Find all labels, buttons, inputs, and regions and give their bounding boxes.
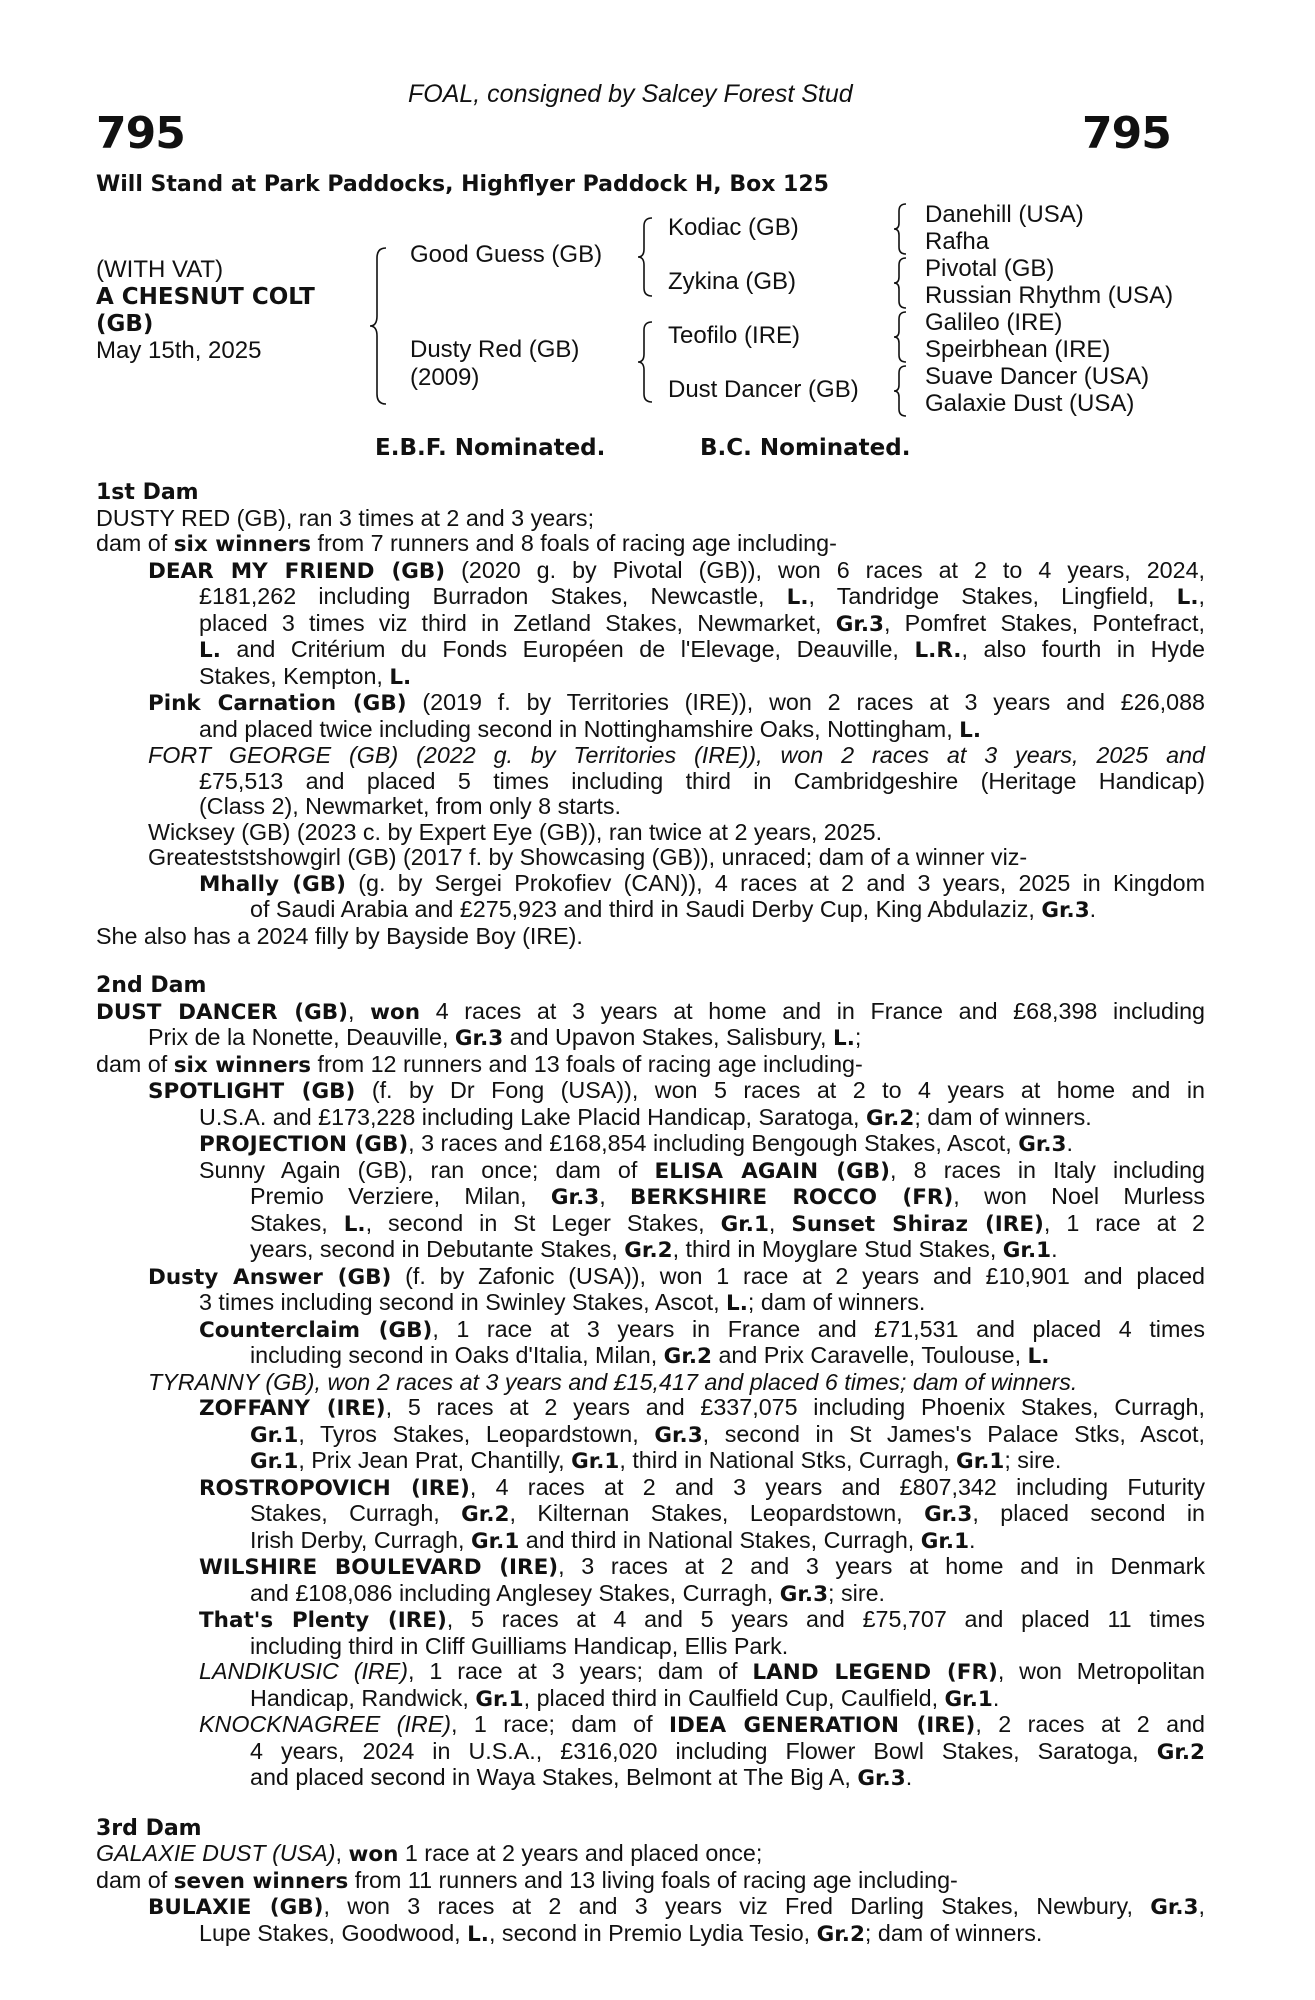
bold-text: IDEA GENERATION (IRE): [668, 1713, 976, 1738]
text-run: , 1 race at 2: [1043, 1209, 1206, 1236]
pedigree-sss: Danehill (USA): [925, 201, 1084, 228]
text-run: , 8 races in Italy including: [890, 1156, 1206, 1183]
bold-text: L.: [199, 638, 221, 663]
dam2-entry-line: [96, 1501, 1205, 1528]
text-run: , 1 race at 3 years; dam of: [408, 1658, 753, 1684]
text-run: years, second in Debutante Stakes,: [250, 1236, 625, 1262]
bold-text: Gr.3: [1018, 1132, 1067, 1157]
dam2-line: [96, 999, 1205, 1026]
pedigree-ssd: Rafha: [925, 228, 990, 255]
text-run: and Critérium du Fonds Européen de l'Elevage, Deauville,: [220, 636, 915, 662]
bold-text: Mhally (GB): [199, 871, 346, 897]
text-run: , placed third in Caulfield Cup, Caulfield,: [523, 1684, 945, 1711]
text-run: ; sire.: [1004, 1447, 1062, 1473]
bold-text: Gr.1: [475, 1686, 524, 1712]
text-run: (f. by Dr Fong (USA)), won 5 races at 2 to 4 years at home and in: [355, 1077, 1205, 1103]
bold-text: ROSTROPOVICH (IRE): [199, 1475, 470, 1501]
bold-text: Sunset Shiraz (IRE): [791, 1211, 1044, 1237]
bold-text: DUST DANCER (GB): [96, 999, 348, 1025]
bold-text: L.: [726, 1291, 748, 1316]
dam2-line: [96, 1025, 1205, 1052]
pedigree-brace-ss: [892, 202, 910, 256]
bold-text: ELISA AGAIN (GB): [654, 1158, 890, 1184]
bold-text: ZOFFANY (IRE): [199, 1396, 386, 1421]
dam2-entry-knocknagree: [96, 1712, 1205, 1739]
dam2-entry-tyranny: TYRANNY (GB), won 2 races at 3 years and £15,417 and placed 6 times; dam of winners.: [148, 1368, 1078, 1395]
text-run: (2020 g. by Pivotal (GB)), won 6 races at 2 to 4 years, 2024,: [445, 556, 1205, 583]
bold-text: Gr.1: [920, 1528, 970, 1554]
text-run: , 1 race at 3 years in France and £71,531 and placed 4 times: [432, 1315, 1205, 1342]
text-run: ;: [854, 1024, 862, 1050]
bold-text: LAND LEGEND (FR): [752, 1660, 998, 1685]
dam2-entry-dusty-answer: [96, 1264, 1205, 1291]
lot-number-right: 795: [1082, 108, 1171, 159]
text-run: from 7 runners and 8 foals of racing age including-: [311, 530, 837, 556]
bold-text: BERKSHIRE ROCCO (FR): [630, 1185, 954, 1210]
text-run: Prix de la Nonette, Deauville,: [148, 1024, 455, 1050]
bold-text: Gr.1: [956, 1449, 1005, 1474]
text-run: , Tandridge Stakes, Lingfield,: [808, 583, 1177, 609]
bold-text: L.R.: [914, 638, 962, 663]
bold-text: L.: [467, 1921, 489, 1947]
dam2-entry-line: [96, 1105, 1205, 1132]
dam2-entry-spotlight: [96, 1078, 1205, 1105]
bold-text: L.: [389, 664, 412, 690]
text-run: Irish Derby, Curragh,: [250, 1526, 471, 1553]
text-run: of Saudi Arabia and £275,923 and third in Saudi Derby Cup, King Abdulaziz,: [250, 896, 1042, 922]
dam2-entry-line: [96, 1422, 1205, 1449]
text-run: dam of: [96, 530, 174, 556]
pedigree-sire: Good Guess (GB): [410, 241, 603, 268]
dam1-entry-line: £75,513 and placed 5 times including third in Cambridgeshire (Heritage Handicap): [199, 767, 1205, 794]
text-run: dam of: [96, 1866, 174, 1893]
text-run: , 2 races at 2 and: [975, 1711, 1205, 1737]
dam3-entry-bulaxie: [96, 1894, 1205, 1921]
bold-text: L.: [833, 1026, 855, 1051]
dam2-entry-line: [96, 1765, 1205, 1792]
bold-text: won: [348, 1842, 399, 1867]
ebf-nomination: E.B.F. Nominated.: [375, 435, 606, 461]
bold-text: L.: [959, 717, 982, 743]
text-run: Sunny Again (GB), ran once; dam of: [199, 1156, 655, 1183]
text-run: (2019 f. by Territories (IRE)), won 2 races at 3 years and £26,088: [406, 689, 1205, 715]
bold-text: Gr.1: [250, 1449, 299, 1474]
pedigree-dam-dam: Dust Dancer (GB): [668, 376, 859, 403]
text-run: and Prix Caravelle, Toulouse,: [711, 1342, 1028, 1368]
dam1-entry-mhally: [96, 871, 1205, 898]
text-run: LANDIKUSIC (IRE): [199, 1658, 409, 1684]
dam2-entry-landikusic: [96, 1659, 1205, 1686]
text-run: 4 years, 2024 in U.S.A., £316,020 including Flower Bowl Stakes, Saratoga,: [250, 1737, 1157, 1764]
dam2-entry-thats-plenty: [96, 1607, 1205, 1634]
bold-text: Gr.1: [720, 1211, 769, 1237]
pedigree-brace-dam: [636, 320, 656, 404]
pedigree-dam-year: (2009): [410, 364, 480, 391]
catalogue-body: [96, 480, 1205, 1947]
bold-text: SPOTLIGHT (GB): [148, 1079, 356, 1104]
text-run: ; sire.: [828, 1579, 886, 1606]
text-run: ; dam of winners.: [914, 1103, 1092, 1130]
consignment-line: FOAL, consigned by Salcey Forest Stud: [408, 80, 853, 108]
bold-text: Dusty Answer (GB): [148, 1264, 392, 1290]
dam1-entry-line: [96, 637, 1205, 664]
text-run: , 5 races at 4 and 5 years and £75,707 and placed 11 times: [446, 1606, 1205, 1632]
pedigree-ddd: Galaxie Dust (USA): [925, 390, 1135, 417]
dam2-entry-line: [96, 1739, 1205, 1766]
text-run: GALAXIE DUST (USA): [96, 1840, 336, 1866]
text-run: ,: [599, 1183, 631, 1209]
text-run: .: [1066, 1130, 1073, 1156]
dam2-entry-line: [96, 1290, 1205, 1317]
text-run: , 1 race; dam of: [451, 1711, 669, 1737]
dam1-produce-summary: [96, 531, 1205, 558]
text-run: ,: [347, 997, 371, 1024]
text-run: , third in Moyglare Stud Stakes,: [672, 1236, 1003, 1262]
dam2-entry-line: [96, 1211, 1205, 1238]
dam2-entry-line: [96, 1581, 1205, 1608]
text-run: .: [992, 1684, 1000, 1711]
bold-text: seven winners: [173, 1868, 349, 1894]
dam1-entry-wicksey: Wicksey (GB) (2023 c. by Expert Eye (GB)), ran twice at 2 years, 2025.: [148, 818, 883, 845]
dam1-entry-pink-carnation: [96, 690, 1205, 717]
horse-origin: (GB): [96, 311, 154, 337]
bold-text: BULAXIE (GB): [148, 1895, 324, 1920]
dam2-entry-line: [96, 1528, 1205, 1555]
dam1-entry-line: [96, 664, 1205, 691]
dam1-entry-line: [96, 611, 1205, 638]
pedigree-sire-sire: Kodiac (GB): [668, 214, 799, 241]
bold-text: That's Plenty (IRE): [199, 1608, 447, 1633]
dam1-entry-dear-my-friend: [96, 558, 1205, 585]
bold-text: Gr.2: [866, 1105, 915, 1131]
bold-text: Gr.2: [461, 1502, 510, 1527]
text-run: , also fourth in Hyde: [961, 636, 1205, 662]
pedigree-brace-dd: [892, 364, 910, 418]
first-dam-heading: 1st Dam: [96, 480, 199, 505]
text-run: , won Metropolitan: [997, 1658, 1205, 1684]
bold-text: L.: [1027, 1344, 1050, 1369]
dam3-line: [96, 1841, 1205, 1868]
dam1-entry-line: (Class 2), Newmarket, from only 8 starts.: [199, 793, 622, 819]
text-run: 4 races at 3 years at home and in France and £68,398 including: [420, 997, 1205, 1024]
text-run: £181,262 including Burradon Stakes, Newcastle,: [199, 583, 787, 609]
lot-number-left: 795: [96, 108, 185, 159]
text-run: , 5 races at 2 years and £337,075 including Phoenix Stakes, Curragh,: [385, 1394, 1205, 1420]
bold-text: L.: [343, 1211, 366, 1237]
dam2-entry-zoffany: [96, 1395, 1205, 1422]
text-run: including second in Oaks d'Italia, Milan,: [250, 1342, 664, 1368]
text-run: , 3 races and £168,854 including Bengough Stakes, Ascot,: [408, 1130, 1019, 1156]
horse-dob: May 15th, 2025: [96, 337, 262, 364]
bold-text: Gr.2: [663, 1344, 712, 1369]
text-run: U.S.A. and £173,228 including Lake Placid Handicap, Saratoga,: [199, 1103, 866, 1130]
text-run: , placed second in: [972, 1500, 1205, 1526]
bold-text: Gr.3: [779, 1581, 829, 1607]
text-run: and placed twice including second in Nottinghamshire Oaks, Nottingham,: [199, 715, 960, 742]
dam1-entry-line: [96, 584, 1205, 611]
bold-text: Gr.3: [654, 1422, 703, 1448]
bold-text: Gr.3: [857, 1766, 906, 1791]
third-dam-heading: 3rd Dam: [96, 1815, 202, 1841]
text-run: placed 3 times viz third in Zetland Stakes, Newmarket,: [199, 609, 836, 636]
horse-name: A CHESNUT COLT: [96, 284, 315, 310]
text-run: , third in National Stks, Curragh,: [619, 1447, 957, 1473]
text-run: from 11 runners and 13 living foals of racing age including-: [348, 1866, 958, 1893]
dam2-entry-line: [96, 1237, 1205, 1264]
bc-nomination: B.C. Nominated.: [700, 435, 911, 461]
dam2-entry-wilshire-boulevard: [96, 1554, 1205, 1581]
bold-text: Gr.2: [816, 1921, 865, 1947]
bold-text: L.: [1176, 585, 1199, 610]
text-run: dam of: [96, 1050, 174, 1077]
bold-text: Pink Carnation (GB): [148, 691, 407, 716]
dam1-note: She also has a 2024 filly by Bayside Boy (IRE).: [96, 922, 583, 949]
bold-text: six winners: [173, 1052, 312, 1078]
dam1-entry-greateststshowgirl: Greateststshowgirl (GB) (2017 f. by Showcasing (GB)), unraced; dam of a winner viz-: [148, 844, 1028, 870]
text-run: , Prix Jean Prat, Chantilly,: [298, 1447, 572, 1473]
bold-text: Gr.1: [1002, 1238, 1052, 1263]
text-run: (g. by Sergei Prokofiev (CAN)), 4 races at 2 and 3 years, 2025 in Kingdom: [345, 869, 1205, 896]
dam2-produce-summary: [96, 1052, 1205, 1079]
text-run: and £108,086 including Anglesey Stakes, Curragh,: [250, 1579, 780, 1606]
text-run: , second in St Leger Stakes,: [365, 1209, 721, 1236]
bold-text: Counterclaim (GB): [199, 1317, 433, 1343]
bold-text: Gr.3: [550, 1185, 600, 1210]
vat-note: (WITH VAT): [96, 256, 224, 283]
text-run: from 12 runners and 13 foals of racing age including-: [311, 1050, 863, 1077]
stand-location: Will Stand at Park Paddocks, Highflyer Paddock H, Box 125: [96, 172, 829, 197]
text-run: , won Noel Murless: [953, 1183, 1205, 1209]
bold-text: Gr.3: [835, 611, 884, 637]
bold-text: Gr.1: [944, 1686, 993, 1712]
pedigree-sdd: Russian Rhythm (USA): [925, 282, 1174, 309]
pedigree-brace-sd: [892, 256, 910, 310]
text-run: , second in Premio Lydia Tesio,: [488, 1919, 817, 1946]
dam3-entry-line: [96, 1921, 1205, 1948]
text-run: , 3 races at 2 and 3 years at home and in Denmark: [558, 1553, 1206, 1579]
text-run: Stakes, Kempton,: [199, 662, 390, 689]
text-run: Handicap, Randwick,: [250, 1684, 476, 1711]
bold-text: Gr.3: [454, 1026, 504, 1051]
bold-text: six winners: [173, 532, 312, 557]
text-run: ,: [1198, 583, 1205, 609]
dam1-line: DUSTY RED (GB), ran 3 times at 2 and 3 years;: [96, 504, 595, 531]
text-run: ; dam of winners.: [747, 1289, 926, 1315]
text-run: .: [969, 1526, 976, 1553]
bold-text: DEAR MY FRIEND (GB): [148, 558, 446, 584]
text-run: .: [1089, 896, 1097, 922]
text-run: 3 times including second in Swinley Stakes, Ascot,: [199, 1289, 727, 1315]
pedigree-dsd: Speirbhean (IRE): [925, 336, 1111, 363]
text-run: Lupe Stakes, Goodwood,: [199, 1919, 468, 1946]
bold-text: Gr.2: [624, 1238, 673, 1263]
text-run: .: [905, 1764, 913, 1790]
text-run: and Upavon Stakes, Salisbury,: [503, 1024, 834, 1050]
dam2-entry-sunny-again: [96, 1158, 1205, 1185]
text-run: (f. by Zafonic (USA)), won 1 race at 2 years and £10,901 and placed: [391, 1262, 1205, 1289]
dam1-entry-line: [96, 717, 1205, 744]
text-run: , second in St James's Palace Stks, Ascot,: [702, 1420, 1205, 1447]
pedigree-dss: Galileo (IRE): [925, 309, 1063, 336]
text-run: , 4 races at 2 and 3 years and £807,342 including Futurity: [469, 1473, 1205, 1500]
pedigree-sds: Pivotal (GB): [925, 255, 1055, 282]
bold-text: Gr.1: [470, 1528, 520, 1554]
bold-text: won: [370, 999, 421, 1025]
pedigree-brace-sire: [636, 216, 656, 298]
text-run: ; dam of winners.: [864, 1919, 1043, 1946]
text-run: ,: [1198, 1893, 1205, 1919]
text-run: Stakes,: [250, 1209, 344, 1236]
pedigree-dam-sire: Teofilo (IRE): [668, 322, 801, 349]
text-run: KNOCKNAGREE (IRE): [199, 1711, 451, 1737]
pedigree-dam: Dusty Red (GB): [410, 336, 580, 363]
text-run: ,: [768, 1209, 792, 1236]
dam2-entry-line: [96, 1184, 1205, 1211]
dam2-entry-rostropovich: [96, 1475, 1205, 1502]
pedigree-sire-dam: Zykina (GB): [668, 268, 797, 295]
bold-text: Gr.3: [1041, 898, 1090, 923]
bold-text: Gr.3: [924, 1502, 973, 1527]
text-run: , won 3 races at 2 and 3 years viz Fred Darling Stakes, Newbury,: [323, 1893, 1151, 1919]
text-run: and third in National Stakes, Curragh,: [519, 1526, 921, 1553]
pedigree-dds: Suave Dancer (USA): [925, 363, 1150, 390]
dam1-entry-fort-george: FORT GEORGE (GB) (2022 g. by Territories (IRE)), won 2 races at 3 years, 2025 and: [148, 742, 1205, 768]
bold-text: L.: [786, 585, 809, 610]
bold-text: PROJECTION (GB): [199, 1132, 409, 1157]
bold-text: Gr.2: [1156, 1739, 1205, 1765]
bold-text: Gr.1: [250, 1422, 299, 1448]
text-run: Premio Verziere, Milan,: [250, 1183, 551, 1209]
text-run: Stakes, Curragh,: [250, 1500, 462, 1526]
text-run: and placed second in Waya Stakes, Belmont at The Big A,: [250, 1764, 858, 1790]
dam2-entry-counterclaim: [96, 1317, 1205, 1344]
text-run: , Pomfret Stakes, Pontefract,: [884, 609, 1205, 636]
bold-text: WILSHIRE BOULEVARD (IRE): [199, 1555, 559, 1580]
text-run: 1 race at 2 years and placed once;: [398, 1840, 763, 1866]
bold-text: Gr.1: [571, 1449, 620, 1474]
text-run: , Tyros Stakes, Leopardstown,: [298, 1420, 655, 1447]
dam2-entry-projection: [96, 1131, 1205, 1158]
text-run: ,: [335, 1840, 349, 1866]
pedigree-brace-main: [368, 246, 390, 406]
text-run: , Kilternan Stakes, Leopardstown,: [509, 1500, 925, 1526]
text-run: .: [1051, 1236, 1058, 1262]
second-dam-heading: 2nd Dam: [96, 973, 207, 998]
dam3-produce-summary: [96, 1868, 1205, 1895]
dam2-entry-line: [96, 1448, 1205, 1475]
dam2-entry-line: [96, 1686, 1205, 1713]
bold-text: Gr.3: [1150, 1895, 1199, 1920]
dam1-entry-line: [96, 897, 1205, 924]
pedigree-brace-ds: [892, 310, 910, 364]
dam2-entry-line: [96, 1343, 1205, 1370]
dam2-entry-line: including third in Cliff Guilliams Handicap, Ellis Park.: [250, 1632, 789, 1659]
